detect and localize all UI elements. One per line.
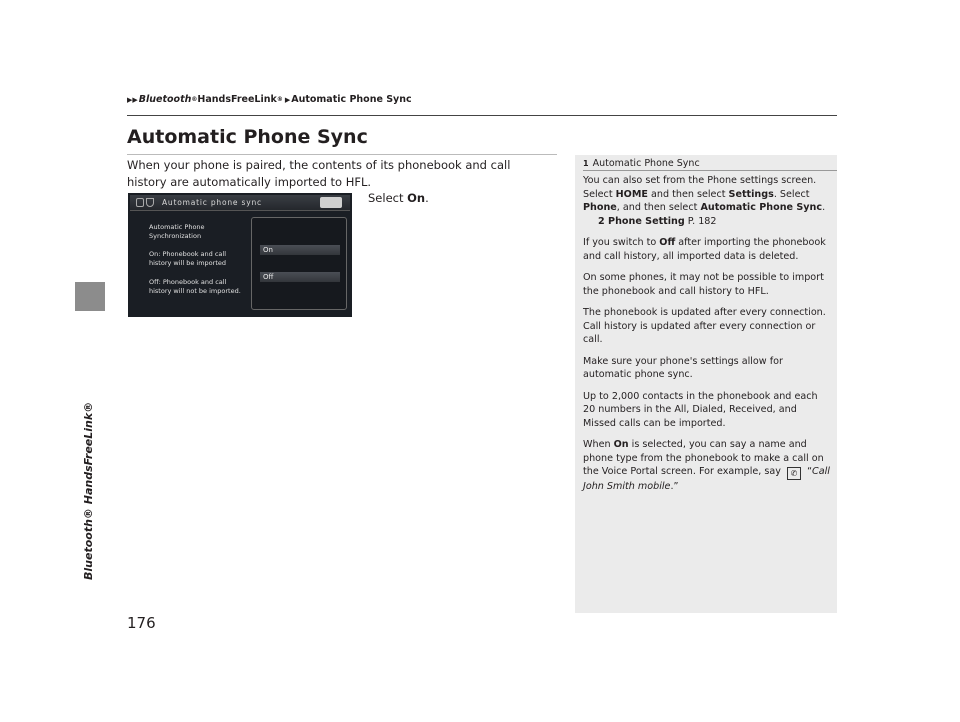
section-tab xyxy=(75,282,105,311)
breadcrumb xyxy=(127,94,412,105)
p7-text-b: is selected, you can say a name and phone type from the phonebook to make a call on the Voice Portal screen. For example, say xyxy=(583,439,824,477)
p1-home: HOME xyxy=(615,188,648,200)
page-number: 176 xyxy=(127,614,156,632)
desc2-line1: On: Phonebook and call xyxy=(149,250,227,258)
section-label: Bluetooth® HandsFreeLink® xyxy=(82,401,95,580)
screen-desc-off xyxy=(149,278,259,296)
registered-mark: ® xyxy=(276,96,283,103)
sidebar-divider xyxy=(583,170,837,171)
p7-text-a: When xyxy=(583,439,614,450)
option-off-button[interactable]: Off xyxy=(260,272,340,282)
sidebar-heading xyxy=(583,158,700,169)
notes-sidebar xyxy=(575,155,837,613)
desc2-line2: history will be imported xyxy=(149,259,227,267)
note-paragraph-4: The phonebook is updated after every connection. Call history is updated after every connection or call. xyxy=(583,307,826,345)
note-number: 1 xyxy=(583,159,589,168)
step-prefix: Select xyxy=(368,191,408,205)
step-suffix: . xyxy=(425,191,429,205)
desc3-line1: Off: Phonebook and call xyxy=(149,278,227,286)
desc3-line2: history will not be imported. xyxy=(149,287,241,295)
p7-quote-open: “ xyxy=(804,466,813,477)
header-divider xyxy=(127,115,837,116)
screen-desc-heading xyxy=(149,223,259,241)
p2-text-a: If you switch to xyxy=(583,237,660,248)
status-icons xyxy=(320,197,342,208)
p1-text-c: . Select xyxy=(773,188,810,200)
title-divider xyxy=(127,154,557,155)
note-paragraph-3: On some phones, it may not be possible to import the phonebook and call history to HFL. xyxy=(583,272,824,297)
p1-phone: Phone xyxy=(583,202,617,213)
sidebar-heading-text: Automatic Phone Sync xyxy=(592,158,700,169)
p2-text-b: after importing the phonebook and call history, all imported data is deleted. xyxy=(583,237,826,262)
p1-text-a: You can also set from the Phone settings screen. Select xyxy=(583,175,817,200)
note-paragraph-5: Make sure your phone's settings allow for automatic phone sync. xyxy=(583,355,783,380)
p1-text-b: and then select xyxy=(647,188,729,200)
breadcrumb-arrow-icon: ▶▶ xyxy=(127,95,138,104)
p1-text-e: . xyxy=(822,202,826,213)
screen-desc-on xyxy=(149,250,259,268)
step-instruction xyxy=(368,191,429,205)
registered-mark: ® xyxy=(191,96,198,103)
desc1-line1: Automatic Phone xyxy=(149,223,205,231)
p7-quote-close: .” xyxy=(670,481,679,492)
cross-reference-link[interactable] xyxy=(583,216,717,227)
talk-button-icon: ✆ xyxy=(787,467,801,480)
back-icon xyxy=(146,198,154,207)
note-paragraph-6: Up to 2,000 contacts in the phonebook and each 20 numbers in the All, Dialed, Received, and Missed calls can be imported. xyxy=(583,390,818,429)
screen-title-bar xyxy=(130,195,350,211)
breadcrumb-part2: HandsFreeLink xyxy=(197,94,277,105)
page-title: Automatic Phone Sync xyxy=(127,126,368,148)
ref-arrow-icon: 2 xyxy=(598,215,605,227)
p2-off: Off xyxy=(659,237,676,248)
option-on-button[interactable]: On xyxy=(260,245,340,255)
intro-text: When your phone is paired, the contents of its phonebook and call history are automatically imported to HFL. xyxy=(127,158,511,189)
note-paragraph-7 xyxy=(583,438,831,494)
option-panel xyxy=(251,217,347,310)
step-option: On xyxy=(407,191,426,205)
desc1-line2: Synchronization xyxy=(149,232,202,240)
breadcrumb-part3: Automatic Phone Sync xyxy=(291,94,412,105)
ref-page: P. 182 xyxy=(684,215,717,227)
ref-text: Phone Setting xyxy=(608,215,685,227)
p1-aps: Automatic Phone Sync xyxy=(700,202,823,213)
p1-text-d: , and then select xyxy=(616,202,701,213)
phone-icon xyxy=(136,198,144,207)
sidebar-body xyxy=(583,174,831,502)
p7-quote: Call John Smith mobile xyxy=(583,466,830,492)
p7-on: On xyxy=(613,439,629,450)
note-paragraph-2 xyxy=(583,236,831,263)
device-screenshot xyxy=(128,193,352,317)
screen-title: Automatic phone sync xyxy=(162,198,262,207)
breadcrumb-arrow-icon: ▶ xyxy=(284,95,291,104)
breadcrumb-part1: Bluetooth xyxy=(138,94,192,105)
p1-settings: Settings xyxy=(728,188,774,200)
note-paragraph-1 xyxy=(583,174,831,228)
